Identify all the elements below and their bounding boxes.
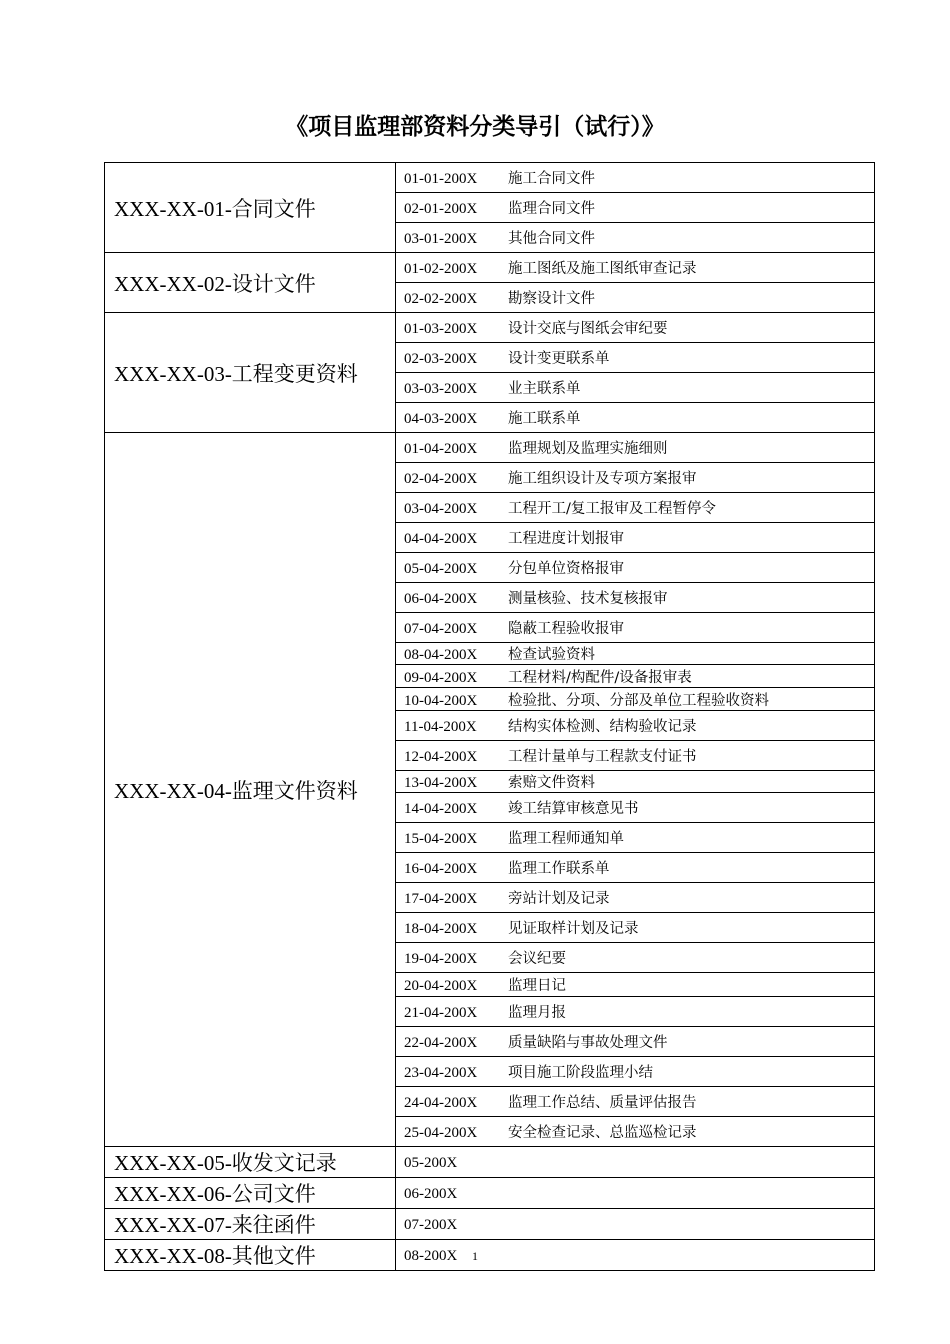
entry-description: 监理工作联系单 [508, 861, 610, 877]
entry-code: 08-04-200X [404, 647, 478, 663]
document-entry [396, 1027, 875, 1057]
entry-description: 检查试验资料 [508, 647, 595, 663]
category-label: XXX-XX-05-收发文记录 [105, 1147, 396, 1178]
entry-description: 施工组织设计及专项方案报审 [508, 471, 697, 487]
entry-description: 工程计量单与工程款支付证书 [508, 749, 697, 765]
entry-code: 03-03-200X [404, 381, 478, 397]
document-entry [396, 771, 875, 793]
entry-description: 工程开工/复工报审及工程暂停令 [508, 501, 716, 517]
document-entry [396, 883, 875, 913]
classification-table [104, 162, 875, 1271]
document-entry [396, 1147, 875, 1178]
document-entry [396, 523, 875, 553]
document-entry [396, 193, 875, 223]
document-entry [396, 741, 875, 771]
table-row [105, 163, 875, 193]
document-entry [396, 583, 875, 613]
category-label: XXX-XX-02-设计文件 [105, 253, 396, 313]
document-entry [396, 403, 875, 433]
entry-description: 索赔文件资料 [508, 775, 595, 791]
document-entry [396, 433, 875, 463]
document-entry [396, 313, 875, 343]
document-entry [396, 613, 875, 643]
document-entry [396, 1209, 875, 1240]
table-row [105, 1209, 875, 1240]
entry-code: 06-04-200X [404, 591, 478, 607]
entry-description: 监理合同文件 [508, 201, 595, 217]
entry-description: 质量缺陷与事故处理文件 [508, 1035, 668, 1051]
entry-code: 08-200X [404, 1247, 458, 1264]
entry-code: 02-01-200X [404, 201, 478, 217]
entry-code: 10-04-200X [404, 692, 478, 709]
entry-code: 18-04-200X [404, 921, 478, 937]
entry-description: 结构实体检测、结构验收记录 [508, 719, 697, 735]
entry-code: 01-01-200X [404, 171, 478, 187]
entry-description: 监理工程师通知单 [508, 831, 624, 847]
category-label: XXX-XX-03-工程变更资料 [105, 313, 396, 433]
entry-code: 02-03-200X [404, 351, 478, 367]
entry-code: 11-04-200X [404, 719, 477, 735]
entry-code: 20-04-200X [404, 978, 478, 994]
entry-code: 02-04-200X [404, 471, 478, 487]
entry-code: 06-200X [404, 1185, 458, 1202]
entry-code: 21-04-200X [404, 1005, 478, 1021]
document-entry [396, 253, 875, 283]
entry-description: 施工联系单 [508, 411, 581, 427]
document-entry [396, 997, 875, 1027]
entry-description: 项目施工阶段监理小结 [508, 1065, 653, 1081]
document-entry [396, 223, 875, 253]
table-row [105, 313, 875, 343]
entry-code: 04-03-200X [404, 411, 478, 427]
table-row [105, 253, 875, 283]
entry-code: 15-04-200X [404, 831, 478, 847]
document-entry [396, 1178, 875, 1209]
document-entry [396, 493, 875, 523]
document-entry [396, 163, 875, 193]
category-label: XXX-XX-01-合同文件 [105, 163, 396, 253]
entry-description: 监理工作总结、质量评估报告 [508, 1095, 697, 1111]
document-entry [396, 1117, 875, 1147]
page-title: 《项目监理部资料分类导引（试行）》 [285, 114, 665, 140]
entry-description: 隐蔽工程验收报审 [508, 621, 624, 637]
entry-code: 01-02-200X [404, 261, 478, 277]
entry-code: 07-200X [404, 1216, 458, 1233]
document-entry [396, 1087, 875, 1117]
entry-description: 分包单位资格报审 [508, 561, 624, 577]
entry-code: 12-04-200X [404, 749, 478, 765]
entry-description: 勘察设计文件 [508, 291, 595, 307]
document-entry [396, 1057, 875, 1087]
document-entry [396, 343, 875, 373]
entry-code: 25-04-200X [404, 1125, 478, 1141]
document-entry [396, 665, 875, 688]
category-label: XXX-XX-06-公司文件 [105, 1178, 396, 1209]
document-entry [396, 853, 875, 883]
entry-code: 07-04-200X [404, 621, 478, 637]
entry-code: 01-04-200X [404, 441, 478, 457]
entry-code: 05-04-200X [404, 561, 478, 577]
entry-code: 16-04-200X [404, 861, 478, 877]
classification-table-body [105, 163, 875, 1271]
entry-code: 13-04-200X [404, 775, 478, 791]
entry-code: 03-01-200X [404, 231, 478, 247]
entry-code: 04-04-200X [404, 531, 478, 547]
entry-code: 02-02-200X [404, 291, 478, 307]
entry-description: 竣工结算审核意见书 [508, 801, 639, 817]
category-label: XXX-XX-07-来往函件 [105, 1209, 396, 1240]
entry-code: 09-04-200X [404, 669, 478, 686]
entry-description: 安全检查记录、总监巡检记录 [508, 1125, 697, 1141]
table-row [105, 1178, 875, 1209]
document-entry [396, 283, 875, 313]
entry-code: 03-04-200X [404, 501, 478, 517]
entry-description: 检验批、分项、分部及单位工程验收资料 [508, 692, 769, 709]
entry-code: 05-200X [404, 1154, 458, 1171]
document-entry [396, 688, 875, 711]
entry-description: 工程材料/构配件/设备报审表 [508, 669, 692, 686]
entry-description: 测量核验、技术复核报审 [508, 591, 668, 607]
entry-code: 19-04-200X [404, 951, 478, 967]
entry-code: 17-04-200X [404, 891, 478, 907]
entry-code: 22-04-200X [404, 1035, 478, 1051]
entry-description: 施工图纸及施工图纸审查记录 [508, 261, 697, 277]
document-entry [396, 553, 875, 583]
table-row [105, 433, 875, 463]
entry-description: 监理月报 [508, 1005, 566, 1021]
entry-description: 施工合同文件 [508, 171, 595, 187]
document-entry [396, 823, 875, 853]
entry-code: 23-04-200X [404, 1065, 478, 1081]
document-entry [396, 463, 875, 493]
entry-description: 业主联系单 [508, 381, 581, 397]
entry-description: 监理日记 [508, 978, 566, 994]
entry-code: 24-04-200X [404, 1095, 478, 1111]
document-entry [396, 913, 875, 943]
entry-description: 其他合同文件 [508, 231, 595, 247]
category-label: XXX-XX-04-监理文件资料 [105, 433, 396, 1147]
entry-description: 旁站计划及记录 [508, 891, 610, 907]
page-number: 1 [472, 1249, 478, 1263]
entry-description: 工程进度计划报审 [508, 531, 624, 547]
table-row [105, 1147, 875, 1178]
document-entry [396, 373, 875, 403]
category-label: XXX-XX-08-其他文件 [105, 1240, 396, 1271]
entry-description: 设计变更联系单 [508, 351, 610, 367]
document-entry [396, 943, 875, 973]
entry-code: 14-04-200X [404, 801, 478, 817]
document-entry [396, 711, 875, 741]
entry-description: 设计交底与图纸会审纪要 [508, 321, 668, 337]
document-entry [396, 793, 875, 823]
entry-description: 会议纪要 [508, 951, 566, 967]
document-entry [396, 973, 875, 997]
entry-description: 见证取样计划及记录 [508, 921, 639, 937]
document-entry [396, 643, 875, 665]
entry-description: 监理规划及监理实施细则 [508, 441, 668, 457]
entry-code: 01-03-200X [404, 321, 478, 337]
